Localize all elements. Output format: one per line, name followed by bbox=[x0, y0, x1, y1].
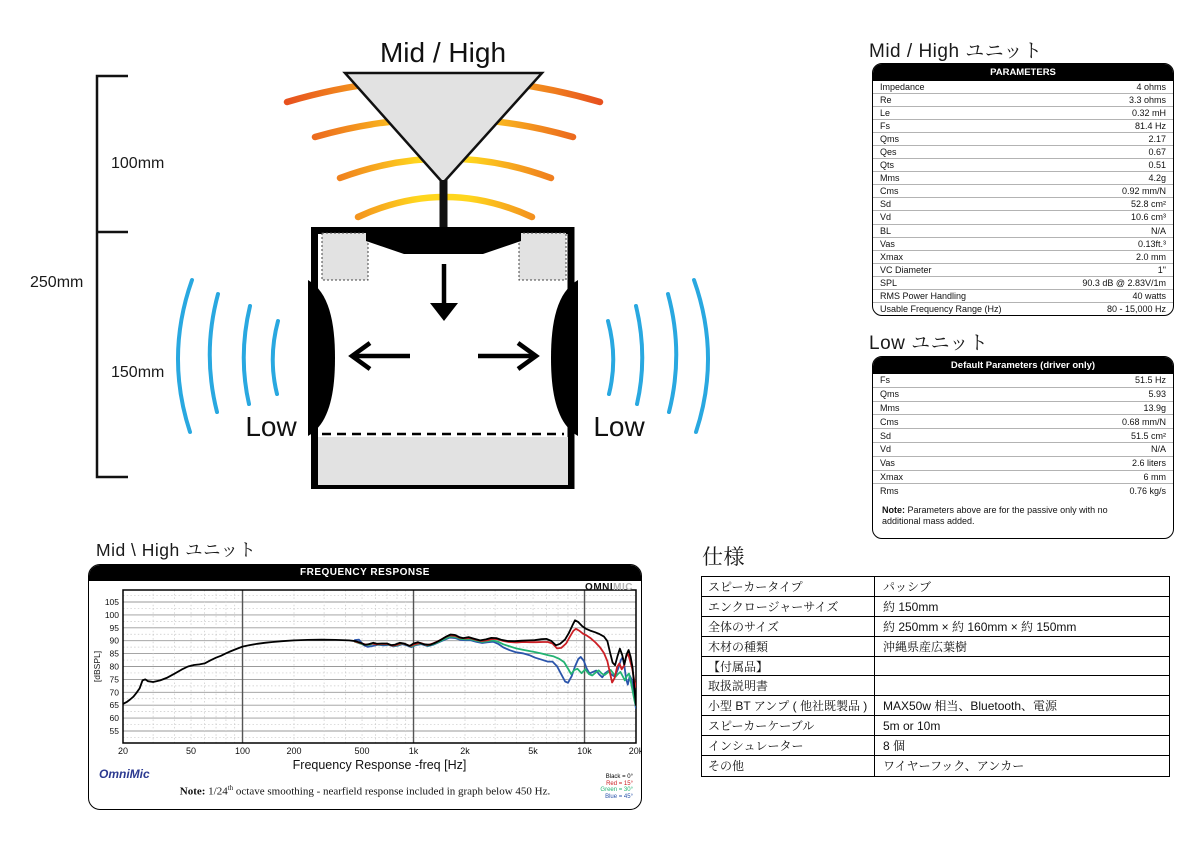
param-row bbox=[873, 107, 1173, 120]
param-row bbox=[873, 303, 1173, 316]
spec-table bbox=[701, 576, 1170, 777]
param-value: 81.4 Hz bbox=[1134, 121, 1166, 132]
corner-block-right bbox=[519, 233, 566, 280]
param-label: Sd bbox=[880, 430, 892, 441]
midhigh-title: Mid / High bbox=[379, 37, 507, 68]
svg-text:85: 85 bbox=[109, 648, 119, 659]
spec-value: 約 250mm × 約 160mm × 約 150mm bbox=[883, 619, 1077, 634]
legend-blue: Blue = 45° bbox=[605, 793, 633, 800]
spec-label: 【付属品】 bbox=[702, 657, 875, 676]
param-value: 5.93 bbox=[1148, 389, 1166, 400]
param-label: Vd bbox=[880, 212, 892, 223]
low-sound-waves-right bbox=[608, 280, 708, 432]
chart-note-post: octave smoothing - nearfield response included in graph below 450 Hz. bbox=[233, 785, 551, 798]
param-label: Usable Frequency Range (Hz) bbox=[880, 304, 1002, 315]
low-parameters-table bbox=[872, 356, 1174, 539]
svg-text:105: 105 bbox=[104, 597, 119, 607]
param-label: Xmax bbox=[880, 471, 904, 482]
param-row bbox=[873, 225, 1173, 238]
spec-label: 全体のサイズ bbox=[702, 617, 875, 636]
cone-stem bbox=[440, 180, 448, 235]
spec-label: スピーカータイプ bbox=[702, 577, 875, 596]
spec-label: エンクロージャーサイズ bbox=[702, 597, 875, 616]
param-label: Xmax bbox=[880, 251, 904, 262]
chart-note bbox=[89, 784, 641, 798]
midhigh-table-header: PARAMETERS bbox=[873, 64, 1173, 81]
low-sound-waves-left bbox=[178, 280, 278, 432]
param-value: 1" bbox=[1157, 264, 1166, 275]
svg-text:20: 20 bbox=[117, 746, 129, 756]
legend-black: Black = 0° bbox=[605, 774, 633, 780]
param-value: 10.6 cm³ bbox=[1130, 212, 1166, 223]
param-label: SPL bbox=[880, 277, 898, 288]
param-value: 4.2g bbox=[1148, 173, 1166, 184]
dim-150mm: 150mm bbox=[111, 364, 165, 381]
param-label: Vd bbox=[880, 444, 892, 455]
low-label-left: Low bbox=[245, 411, 297, 442]
param-value: N/A bbox=[1150, 444, 1166, 455]
param-row bbox=[873, 185, 1173, 198]
param-value: 4 ohms bbox=[1136, 82, 1166, 93]
spec-value: 沖縄県産広葉樹 bbox=[883, 639, 968, 654]
frequency-response-chart bbox=[88, 564, 642, 810]
param-row bbox=[873, 277, 1173, 290]
chart-section-heading: Mid \ High ユニット bbox=[96, 540, 257, 560]
param-row bbox=[873, 94, 1173, 107]
low-table-rows bbox=[873, 374, 1173, 498]
omnimic-brand: OmniMic bbox=[99, 767, 150, 781]
param-value: 40 watts bbox=[1132, 290, 1166, 301]
legend-green: Green = 30° bbox=[600, 787, 633, 794]
param-row bbox=[873, 415, 1173, 429]
param-row bbox=[873, 211, 1173, 224]
spec-row bbox=[702, 577, 1169, 597]
param-value: 13.9g bbox=[1143, 402, 1166, 413]
param-label: Mms bbox=[880, 402, 900, 413]
low-table-header: Default Parameters (driver only) bbox=[873, 357, 1173, 374]
low-note-bold: Note: bbox=[882, 505, 905, 516]
param-value: 0.92 mm/N bbox=[1121, 186, 1166, 197]
param-label: Cms bbox=[880, 186, 899, 197]
low-note-text: Parameters above are for the passive only with no additional mass added. bbox=[882, 505, 1108, 527]
dim-250mm: 250mm bbox=[30, 274, 84, 291]
param-value: 3.3 ohms bbox=[1128, 95, 1166, 106]
param-label: Vas bbox=[880, 238, 895, 249]
spec-value: 8 個 bbox=[883, 739, 906, 754]
spec-row bbox=[702, 597, 1169, 617]
chart-legend bbox=[600, 774, 633, 800]
svg-text:65: 65 bbox=[109, 700, 119, 711]
spec-value bbox=[875, 657, 1169, 676]
param-value: 51.5 Hz bbox=[1134, 375, 1166, 386]
param-label: Fs bbox=[880, 375, 890, 386]
svg-text:500: 500 bbox=[354, 746, 370, 756]
spec-value: ワイヤーフック、アンカー bbox=[883, 759, 1025, 774]
param-row bbox=[873, 388, 1173, 402]
param-label: Cms bbox=[880, 416, 899, 427]
param-value: 90.3 dB @ 2.83V/1m bbox=[1082, 277, 1166, 288]
param-row bbox=[873, 457, 1173, 471]
param-label: Qms bbox=[880, 389, 899, 400]
param-label: BL bbox=[880, 225, 892, 236]
midhigh-table-rows bbox=[873, 81, 1173, 316]
chart-note-pre: 1/24 bbox=[205, 785, 228, 798]
param-value: N/A bbox=[1150, 225, 1166, 236]
param-label: Qts bbox=[880, 160, 895, 171]
logo-mic-text: MIC bbox=[613, 582, 633, 593]
low-section-heading: Low ユニット bbox=[869, 333, 989, 354]
spec-value: 約 150mm bbox=[883, 599, 939, 614]
dimension-bracket bbox=[97, 76, 128, 477]
param-row bbox=[873, 443, 1173, 457]
spec-row bbox=[702, 716, 1169, 736]
omnimic-logo bbox=[585, 582, 633, 593]
param-row bbox=[873, 471, 1173, 485]
param-row bbox=[873, 374, 1173, 388]
param-row bbox=[873, 290, 1173, 303]
svg-text:95: 95 bbox=[109, 622, 119, 633]
svg-text:Frequency Response -freq [Hz]: Frequency Response -freq [Hz] bbox=[292, 758, 467, 772]
param-row bbox=[873, 81, 1173, 94]
spec-row bbox=[702, 676, 1169, 696]
param-label: Qms bbox=[880, 134, 899, 145]
svg-text:5k: 5k bbox=[528, 746, 538, 756]
param-label: RMS Power Handling bbox=[880, 290, 967, 301]
frequency-response-plot bbox=[89, 565, 642, 810]
speaker-diagram bbox=[0, 0, 730, 545]
svg-text:100: 100 bbox=[235, 746, 251, 756]
param-row bbox=[873, 159, 1173, 172]
param-row bbox=[873, 172, 1173, 185]
param-row bbox=[873, 120, 1173, 133]
param-value: 2.6 liters bbox=[1131, 458, 1166, 469]
legend-red: Red = 15° bbox=[606, 780, 633, 787]
param-row bbox=[873, 198, 1173, 211]
spec-value: MAX50w 相当、Bluetooth、電源 bbox=[883, 699, 1058, 714]
param-label: Sd bbox=[880, 199, 892, 210]
param-row bbox=[873, 238, 1173, 251]
spec-value: 5m or 10m bbox=[883, 718, 941, 733]
spec-row bbox=[702, 657, 1169, 677]
param-value: 80 - 15,000 Hz bbox=[1106, 304, 1166, 315]
param-value: 6 mm bbox=[1143, 471, 1166, 482]
param-value: 0.76 kg/s bbox=[1129, 486, 1166, 497]
chart-note-bold: Note: bbox=[179, 785, 206, 798]
svg-text:10k: 10k bbox=[577, 746, 592, 756]
param-row bbox=[873, 146, 1173, 159]
svg-text:70: 70 bbox=[109, 687, 119, 698]
spec-label: 取扱説明書 bbox=[702, 676, 875, 695]
chart-title-bar: FREQUENCY RESPONSE bbox=[89, 565, 641, 581]
svg-text:50: 50 bbox=[186, 746, 197, 756]
low-table-note bbox=[873, 498, 1131, 527]
spec-section-heading: 仕様 bbox=[702, 546, 745, 569]
param-value: 0.13ft.³ bbox=[1137, 238, 1166, 249]
svg-text:75: 75 bbox=[109, 674, 119, 685]
svg-text:80: 80 bbox=[109, 661, 119, 672]
spec-row bbox=[702, 736, 1169, 756]
param-row bbox=[873, 251, 1173, 264]
param-row bbox=[873, 484, 1173, 498]
svg-text:100: 100 bbox=[104, 609, 119, 620]
corner-block-left bbox=[322, 233, 368, 280]
low-label-right: Low bbox=[593, 411, 645, 442]
spec-row bbox=[702, 756, 1169, 776]
spec-row bbox=[702, 696, 1169, 716]
param-label: Impedance bbox=[880, 82, 925, 93]
chart-note-sup: th bbox=[227, 784, 234, 792]
midhigh-parameters-table bbox=[872, 63, 1174, 316]
spec-value bbox=[875, 676, 1169, 695]
svg-text:90: 90 bbox=[109, 635, 119, 646]
param-label: Re bbox=[880, 95, 892, 106]
param-value: 2.17 bbox=[1148, 134, 1166, 145]
param-label: Rms bbox=[880, 486, 899, 497]
param-row bbox=[873, 429, 1173, 443]
param-value: 0.67 bbox=[1148, 147, 1166, 158]
param-value: 0.68 mm/N bbox=[1121, 416, 1166, 427]
param-label: Vas bbox=[880, 458, 895, 469]
param-label: Fs bbox=[880, 121, 890, 132]
param-value: 51.5 cm² bbox=[1130, 430, 1166, 441]
svg-text:[dBSPL]: [dBSPL] bbox=[92, 650, 102, 683]
param-value: 2.0 mm bbox=[1135, 251, 1166, 262]
logo-omni-text: OMNI bbox=[585, 582, 614, 593]
spec-row bbox=[702, 637, 1169, 657]
param-value: 52.8 cm² bbox=[1130, 199, 1166, 210]
dim-100mm: 100mm bbox=[111, 155, 165, 172]
param-value: 0.51 bbox=[1148, 160, 1166, 171]
svg-text:200: 200 bbox=[286, 746, 302, 756]
param-label: Mms bbox=[880, 173, 900, 184]
param-row bbox=[873, 133, 1173, 146]
param-row bbox=[873, 402, 1173, 416]
spec-row bbox=[702, 617, 1169, 637]
param-label: Le bbox=[880, 108, 891, 119]
spec-label: インシュレーター bbox=[702, 736, 875, 755]
spec-value: パッシブ bbox=[883, 579, 932, 594]
spec-label: スピーカーケーブル bbox=[702, 716, 875, 735]
spec-label: その他 bbox=[702, 756, 875, 776]
svg-text:20k: 20k bbox=[628, 746, 643, 756]
spec-label: 小型 BT アンプ ( 他社既製品 ) bbox=[702, 696, 875, 715]
param-label: Qes bbox=[880, 147, 897, 158]
svg-text:60: 60 bbox=[109, 713, 119, 724]
midhigh-section-heading: Mid / High ユニット bbox=[869, 41, 1043, 62]
param-row bbox=[873, 264, 1173, 277]
svg-text:55: 55 bbox=[109, 726, 119, 736]
bottom-slab bbox=[318, 437, 568, 485]
svg-text:1k: 1k bbox=[408, 746, 419, 756]
svg-text:2k: 2k bbox=[460, 746, 470, 756]
param-value: 0.32 mH bbox=[1131, 108, 1166, 119]
param-label: VC Diameter bbox=[880, 264, 932, 275]
spec-label: 木材の種類 bbox=[702, 637, 875, 656]
